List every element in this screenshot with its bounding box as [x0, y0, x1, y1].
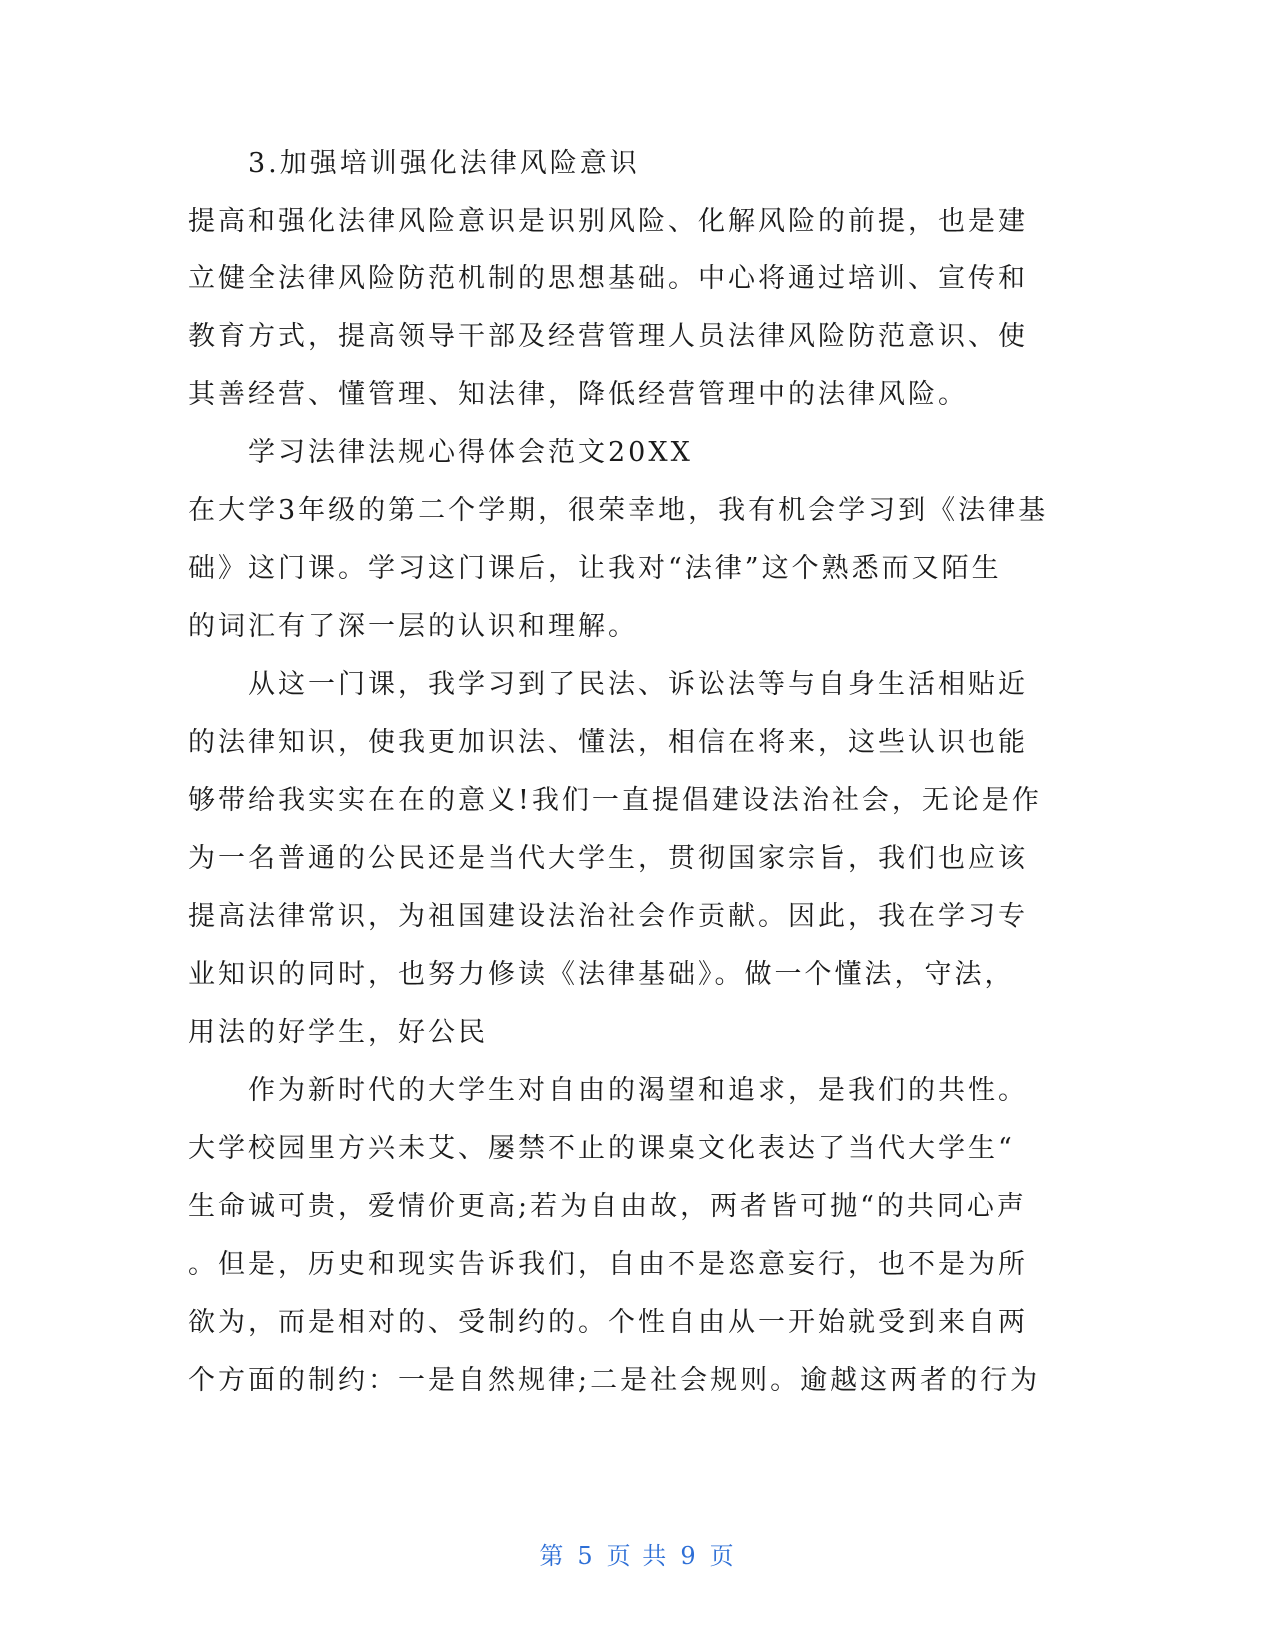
paragraph-line: 从这一门课，我学习到了民法、诉讼法等与自身生活相贴近 — [248, 669, 1028, 700]
current-page-number: 5 — [577, 1542, 595, 1570]
section-heading: 3.加强培训强化法律风险意识 — [248, 148, 640, 179]
footer-suffix: 页 — [709, 1542, 736, 1570]
paragraph-line: 教育方式，提高领导干部及经营管理人员法律风险防范意识、使 — [188, 321, 1028, 352]
paragraph-line: 业知识的同时，也努力修读《法律基础》。做一个懂法，守法， — [188, 959, 1015, 990]
article-title: 学习法律法规心得体会范文20XX — [248, 437, 693, 468]
total-pages-number: 9 — [680, 1542, 698, 1570]
paragraph-line: 够带给我实实在在的意义!我们一直提倡建设法治社会，无论是作 — [188, 785, 1042, 816]
paragraph-line: 提高和强化法律风险意识是识别风险、化解风险的前提，也是建 — [188, 206, 1028, 237]
paragraph-line: 生命诚可贵，爱情价更高;若为自由故，两者皆可抛“的共同心声 — [188, 1191, 1027, 1222]
paragraph-line: 在大学3年级的第二个学期，很荣幸地，我有机会学习到《法律基 — [188, 495, 1049, 526]
page-number-footer — [0, 1536, 1275, 1571]
paragraph-line: 作为新时代的大学生对自由的渴望和追求，是我们的共性。 — [248, 1075, 1028, 1106]
paragraph-line: 为一名普通的公民还是当代大学生，贯彻国家宗旨，我们也应该 — [188, 843, 1028, 874]
paragraph-line: 立健全法律风险防范机制的思想基础。中心将通过培训、宣传和 — [188, 263, 1028, 294]
footer-prefix: 第 — [539, 1542, 566, 1570]
paragraph-line: 提高法律常识，为祖国建设法治社会作贡献。因此，我在学习专 — [188, 901, 1028, 932]
footer-middle: 页 共 — [606, 1542, 669, 1570]
paragraph-line: 个方面的制约：一是自然规律;二是社会规则。逾越这两者的行为 — [188, 1365, 1041, 1396]
paragraph-line: 。但是，历史和现实告诉我们，自由不是恣意妄行，也不是为所 — [188, 1249, 1028, 1280]
paragraph-line: 欲为，而是相对的、受制约的。个性自由从一开始就受到来自两 — [188, 1307, 1028, 1338]
paragraph-line: 的法律知识，使我更加识法、懂法，相信在将来，这些认识也能 — [188, 727, 1028, 758]
paragraph-line: 大学校园里方兴未艾、屡禁不止的课桌文化表达了当代大学生“ — [188, 1133, 1015, 1164]
paragraph-line: 的词汇有了深一层的认识和理解。 — [188, 611, 638, 642]
paragraph-line: 用法的好学生，好公民 — [188, 1017, 488, 1048]
paragraph-line: 其善经营、懂管理、知法律，降低经营管理中的法律风险。 — [188, 379, 968, 410]
paragraph-line: 础》这门课。学习这门课后，让我对“法律”这个熟悉而又陌生 — [188, 553, 1002, 584]
